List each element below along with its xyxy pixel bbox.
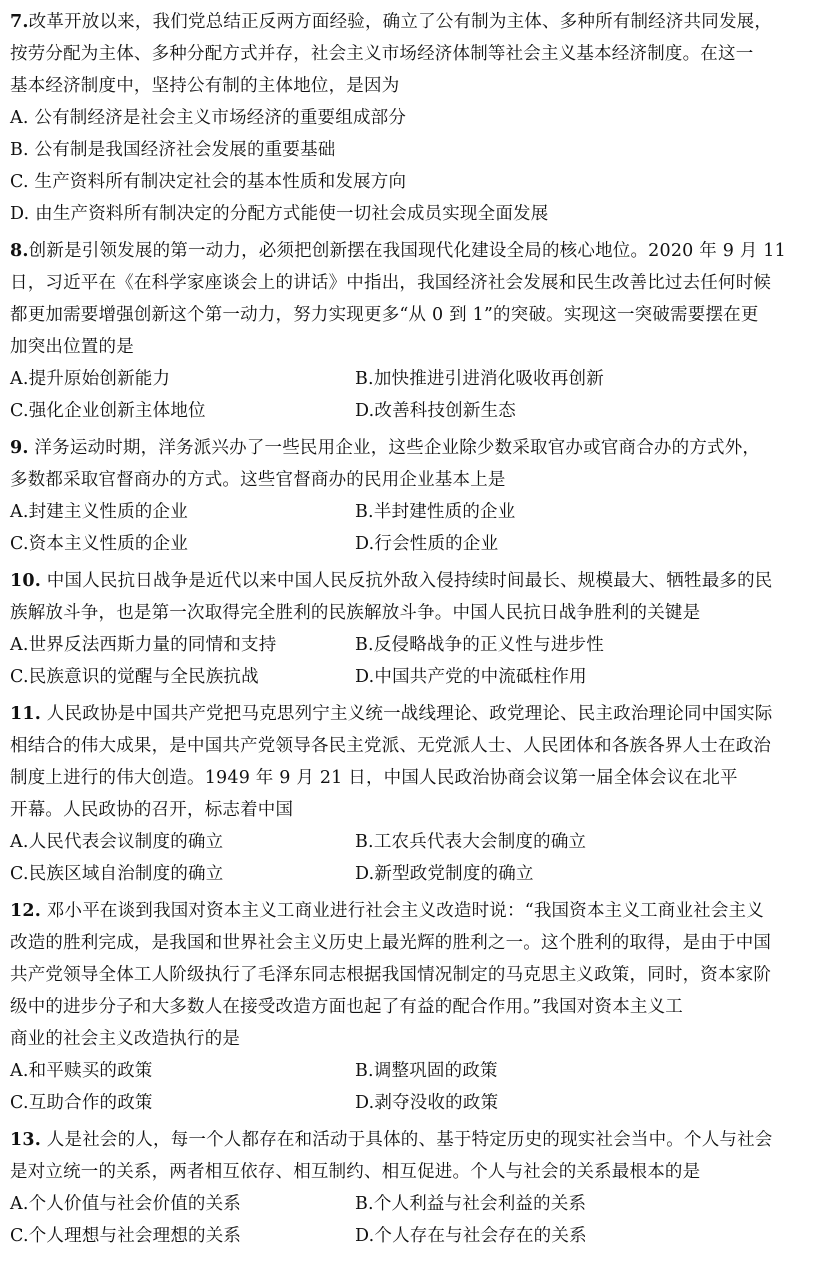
question-text-line: 9. 洋务运动时期，洋务派兴办了一些民用企业，这些企业除少数采取官办或官商合办的方式外，: [10, 438, 761, 458]
question-text-line: 按劳分配为主体、多种分配方式并存，社会主义市场经济体制等社会主义基本经济制度。在这一: [10, 44, 754, 64]
option-d: D. 由生产资料所有制决定的分配方式能使一切社会成员实现全面发展: [10, 204, 549, 224]
option-d: D.中国共产党的中流砥柱作用: [355, 667, 587, 687]
option-b: B. 公有制是我国经济社会发展的重要基础: [10, 140, 336, 160]
question-12: [10, 895, 802, 1119]
option-d: D.改善科技创新生态: [355, 401, 516, 421]
question-9: [10, 432, 802, 560]
question-text-line: 12. 邓小平在谈到我国对资本主义工商业进行社会主义改造时说：“我国资本主义工商业社会主义: [10, 901, 764, 921]
question-text-line: 商业的社会主义改造执行的是: [10, 1029, 241, 1049]
option-a: A.封建主义性质的企业: [10, 502, 188, 522]
option-c: C.民族区域自治制度的确立: [10, 864, 224, 884]
question-number: 12.: [10, 901, 42, 921]
option-c: C.资本主义性质的企业: [10, 534, 189, 554]
option-a: A.个人价值与社会价值的关系: [10, 1194, 241, 1214]
question-text-line: 族解放斗争，也是第一次取得完全胜利的民族解放斗争。中国人民抗日战争胜利的关键是: [10, 603, 701, 623]
question-11: [10, 698, 802, 890]
question-text-line: 8.创新是引领发展的第一动力，必须把创新摆在我国现代化建设全局的核心地位。2020 年 9 月 11: [10, 241, 786, 261]
question-10: [10, 565, 802, 693]
option-d: D.新型政党制度的确立: [355, 864, 534, 884]
question-13: [10, 1124, 802, 1252]
option-c: C. 生产资料所有制决定社会的基本性质和发展方向: [10, 172, 407, 192]
option-c: C.强化企业创新主体地位: [10, 401, 206, 421]
question-text-line: 11. 人民政协是中国共产党把马克思列宁主义统一战线理论、政党理论、民主政治理论同中国实际: [10, 704, 773, 724]
option-a: A.提升原始创新能力: [10, 369, 171, 389]
question-number: 8.: [10, 241, 29, 261]
question-number: 7.: [10, 12, 29, 32]
question-text-line: 级中的进步分子和大多数人在接受改造方面也起了有益的配合作用。”我国对资本主义工: [10, 997, 683, 1017]
option-b: B.个人利益与社会利益的关系: [355, 1194, 587, 1214]
option-d: D.个人存在与社会存在的关系: [355, 1226, 587, 1246]
question-text-line: 相结合的伟大成果，是中国共产党领导各民主党派、无党派人士、人民团体和各族各界人士在政治: [10, 736, 772, 756]
question-text-line: 制度上进行的伟大创造。1949 年 9 月 21 日，中国人民政治协商会议第一届全体会议在北平: [10, 768, 738, 788]
option-b: B.半封建性质的企业: [355, 502, 516, 522]
option-a: A.世界反法西斯力量的同情和支持: [10, 635, 277, 655]
question-text-line: 10. 中国人民抗日战争是近代以来中国人民反抗外敌入侵持续时间最长、规模最大、牺牲最多的民: [10, 571, 773, 591]
option-a: A.和平赎买的政策: [10, 1061, 153, 1081]
question-number: 9.: [10, 438, 29, 458]
option-d: D.剥夺没收的政策: [355, 1093, 499, 1113]
option-b: B.工农兵代表大会制度的确立: [355, 832, 587, 852]
option-a: A.人民代表会议制度的确立: [10, 832, 224, 852]
option-c: C.个人理想与社会理想的关系: [10, 1226, 242, 1246]
option-b: B.反侵略战争的正义性与进步性: [355, 635, 604, 655]
option-b: B.加快推进引进消化吸收再创新: [355, 369, 604, 389]
question-text-line: 7.改革开放以来，我们党总结正反两方面经验，确立了公有制为主体、多种所有制经济共同发展，: [10, 12, 773, 32]
question-text-line: 加突出位置的是: [10, 337, 134, 357]
question-text-line: 改造的胜利完成，是我国和世界社会主义历史上最光辉的胜利之一。这个胜利的取得，是由于中国: [10, 933, 772, 953]
option-b: B.调整巩固的政策: [355, 1061, 498, 1081]
option-c: C.互助合作的政策: [10, 1093, 153, 1113]
question-text-line: 都更加需要增强创新这个第一动力，努力实现更多“从 0 到 1”的突破。实现这一突破需要摆在更: [10, 305, 759, 325]
question-number: 11.: [10, 704, 42, 724]
question-text-line: 共产党领导全体工人阶级执行了毛泽东同志根据我国情况制定的马克思主义政策，同时，资本家阶: [10, 965, 772, 985]
question-number: 10.: [10, 571, 42, 591]
question-text-line: 多数都采取官督商办的方式。这些官督商办的民用企业基本上是: [10, 470, 506, 490]
question-text-line: 开幕。人民政协的召开，标志着中国: [10, 800, 294, 820]
question-text-line: 13. 人是社会的人，每一个人都存在和活动于具体的、基于特定历史的现实社会当中。个人与社会: [10, 1130, 773, 1150]
question-8: [10, 235, 802, 427]
option-d: D.行会性质的企业: [355, 534, 499, 554]
option-a: A. 公有制经济是社会主义市场经济的重要组成部分: [10, 108, 407, 128]
question-text-line: 基本经济制度中，坚持公有制的主体地位，是因为: [10, 76, 400, 96]
option-c: C.民族意识的觉醒与全民族抗战: [10, 667, 259, 687]
question-number: 13.: [10, 1130, 42, 1150]
question-text-line: 日，习近平在《在科学家座谈会上的讲话》中指出，我国经济社会发展和民生改善比过去任何时候: [10, 273, 772, 293]
question-text-line: 是对立统一的关系，两者相互依存、相互制约、相互促进。个人与社会的关系最根本的是: [10, 1162, 701, 1182]
question-7: [10, 6, 802, 230]
